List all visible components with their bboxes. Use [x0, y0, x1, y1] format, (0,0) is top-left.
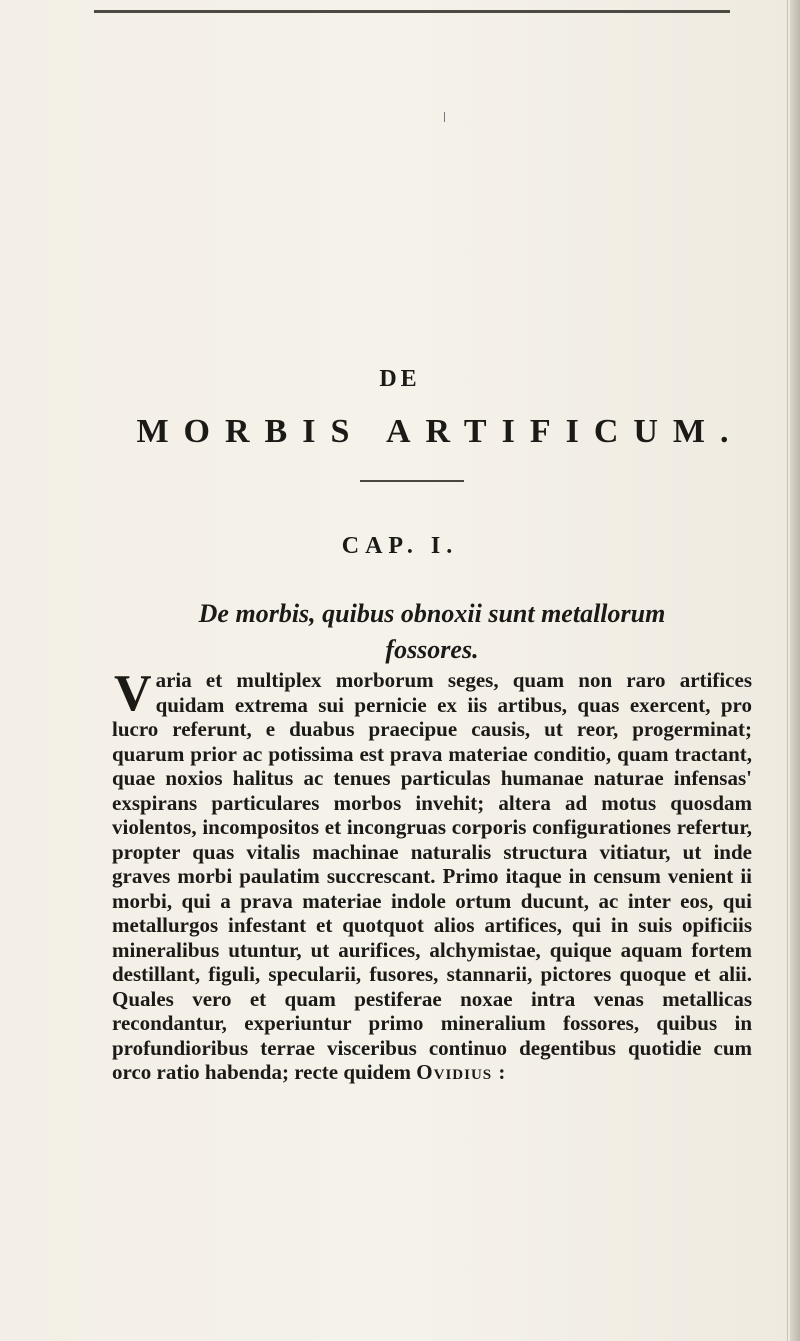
drop-cap: V [114, 665, 152, 722]
chapter-subtitle-line2: fossores. [385, 635, 479, 664]
chapter-subtitle-line1: De morbis, quibus obnoxii sunt metallorum [198, 599, 666, 628]
page-edge-line [787, 0, 788, 1341]
closing-word: Ovidius : [416, 1060, 507, 1084]
ink-mark [444, 112, 445, 122]
page-title: MORBIS ARTIFICUM. [136, 413, 744, 450]
chapter-label: CAP. I. [341, 533, 459, 559]
chapter-subtitle [152, 596, 712, 668]
page-edge [790, 0, 800, 1341]
top-printed-rule [94, 10, 730, 13]
body-paragraph [112, 665, 752, 1085]
body-text: aria et multiplex morborum seges, quam non raro artifices quidam extrema sui pernicie ex iis artibus, quas exercent, pro lucro referunt, e duabus praecipue causis, ut reor, progerminat; quarum prior ac potissima est prava materiae conditio, quam tractant, quae noxios halitus ac tenues particulas humanae naturae infensas' exspirans particulares morbos invehit; altera ad motus quosdam violentos, incompositos et incongruas corporis configurationes refertur, propter quas vitalis machinae naturalis structura vitiatur, ut inde graves morbi paulatim succrescant. Primo itaque in censum venient ii morbi, qui a prava materiae indole ortum ducunt, ac inter eos, qui metallurgos infestant et quotquot alios artifices, qui in suis opificiis mineralibus utuntur, ut aurifices, alchymistae, quique aquam fortem destillant, figuli, specularii, fusores, stannarii, pictores quoque et alii. Quales vero et quam pestiferae noxae intra venas metallicas recondantur, experiuntur primo mineralium fossores, quibus in profundioribus terrae visceribus continuo degentibus quotidie cum orco ratio habenda; recte quidem [112, 668, 752, 1084]
title-divider [360, 480, 464, 482]
heading-de: DE [379, 366, 421, 392]
